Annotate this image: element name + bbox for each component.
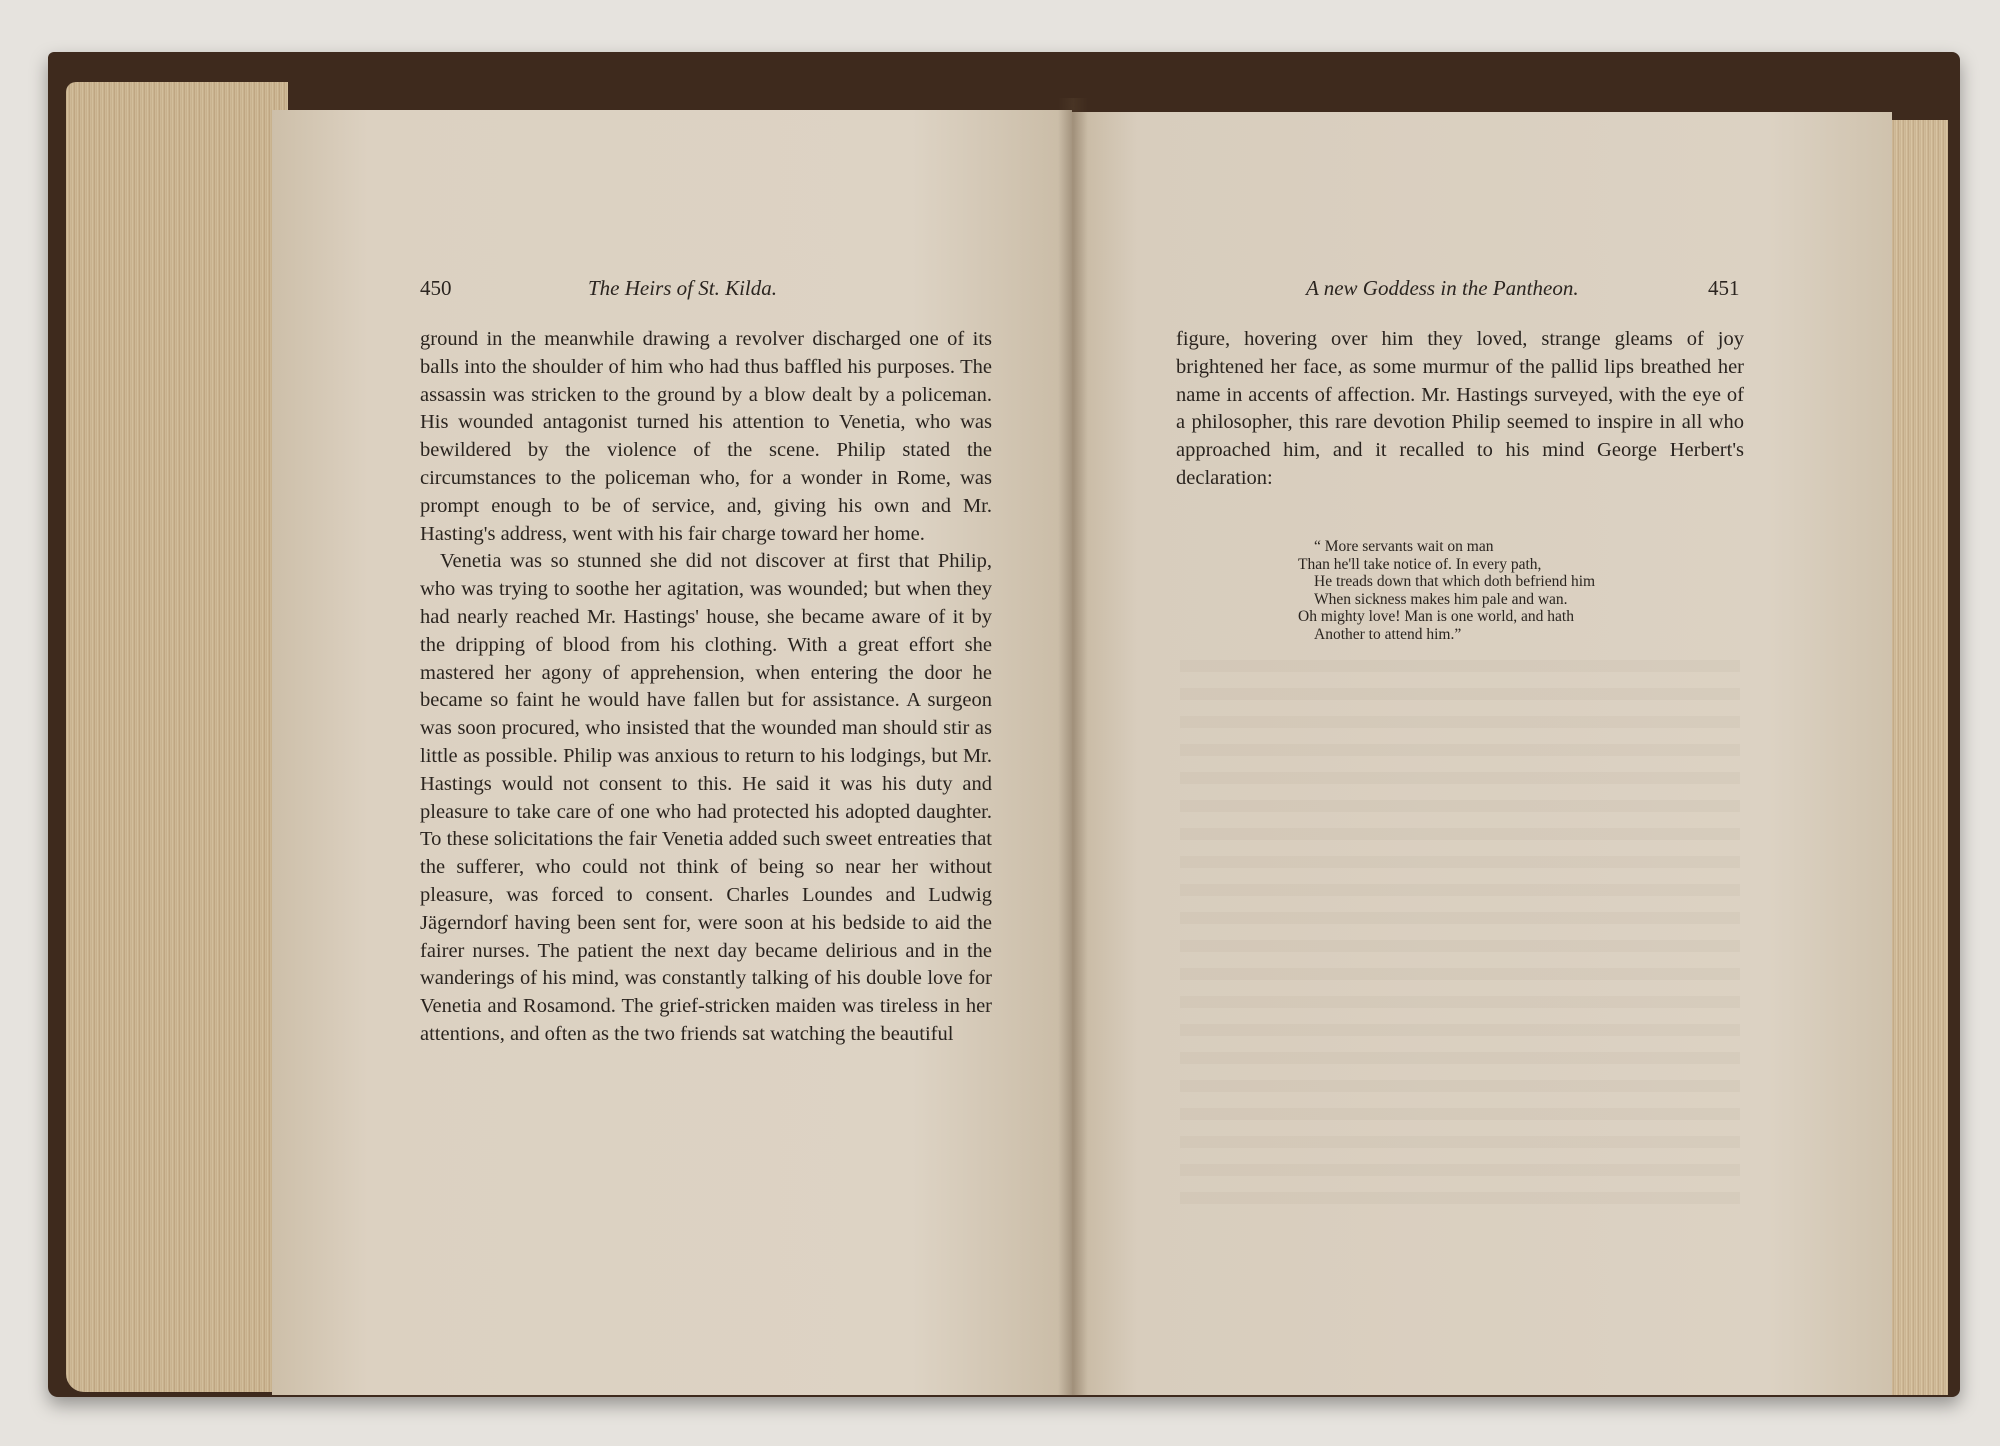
show-through-text — [1180, 660, 1740, 1220]
left-page-number: 450 — [420, 276, 452, 300]
poem-line: Another to attend him.” — [1314, 625, 1462, 643]
poem-line: Oh mighty love! Man is one world, and hath — [1298, 608, 1574, 626]
poem-line: Than he'll take notice of. In every path, — [1298, 555, 1542, 573]
left-page-text — [420, 326, 992, 1049]
right-running-title: A new Goddess in the Pantheon. — [1306, 276, 1579, 300]
right-page-number: 451 — [1708, 276, 1740, 300]
poem-line: When sickness makes him pale and wan. — [1314, 590, 1568, 608]
left-paragraph-2: Venetia was so stunned she did not discover at first that Philip, who was trying to soothe her agitation, was wounded; but when they had nearly reached Mr. Hastings' house, she became aware of it by the dripping of blood from his clothing. With a great effort she mastered her agony of apprehension, when entering the door he became so faint he would have fallen but for assistance. A surgeon was soon procured, who insisted that the wounded man should stir as little as possible. Philip was anxious to return to his lodgings, but Mr. Hastings would not consent to this. He said it was his duty and pleasure to take care of one who had protected his adopted daughter. To these solicitations the fair Venetia added such sweet entreaties that the sufferer, who could not think of being so near her without pleasure, was forced to consent. Charles Loundes and Ludwig Jägerndorf having been sent for, were soon at his bedside to aid the fairer nurses. The patient the next day became delirious and in the wanderings of his mind, was constantly talking of his double love for Venetia and Rosamond. The grief-stricken maiden was tireless in her attentions, and often as the two friends sat watching the beautiful — [420, 550, 992, 1045]
book-gutter — [1058, 98, 1088, 1396]
left-page-edges — [66, 82, 288, 1392]
left-running-title: The Heirs of St. Kilda. — [588, 276, 778, 300]
poem-line: He treads down that which doth befriend him — [1314, 573, 1596, 591]
left-paragraph-1: ground in the meanwhile drawing a revolver discharged one of its balls into the shoulder of him who had thus baffled his purposes. The assassin was stricken to the ground by a blow dealt by a policeman. His wounded antagonist turned his attention to Venetia, who was bewildered by the violence of the scene. Philip stated the circumstances to the policeman who, for a wonder in Rome, was prompt enough to be of service, and, giving his own and Mr. Hasting's address, went with his fair charge toward her home. — [420, 328, 992, 545]
right-paragraph-1: figure, hovering over him they loved, strange gleams of joy brightened her face, as some murmur of the pallid lips breathed her name in accents of affection. Mr. Hastings surveyed, with the eye of a philosopher, this rare devotion Philip seemed to inspire in all who approached him, and it recalled to his mind George Herbert's declaration: — [1176, 328, 1744, 489]
poem-quotation — [1298, 538, 1718, 644]
poem-line: “ More servants wait on man — [1314, 538, 1494, 555]
right-page-text — [1176, 326, 1744, 493]
